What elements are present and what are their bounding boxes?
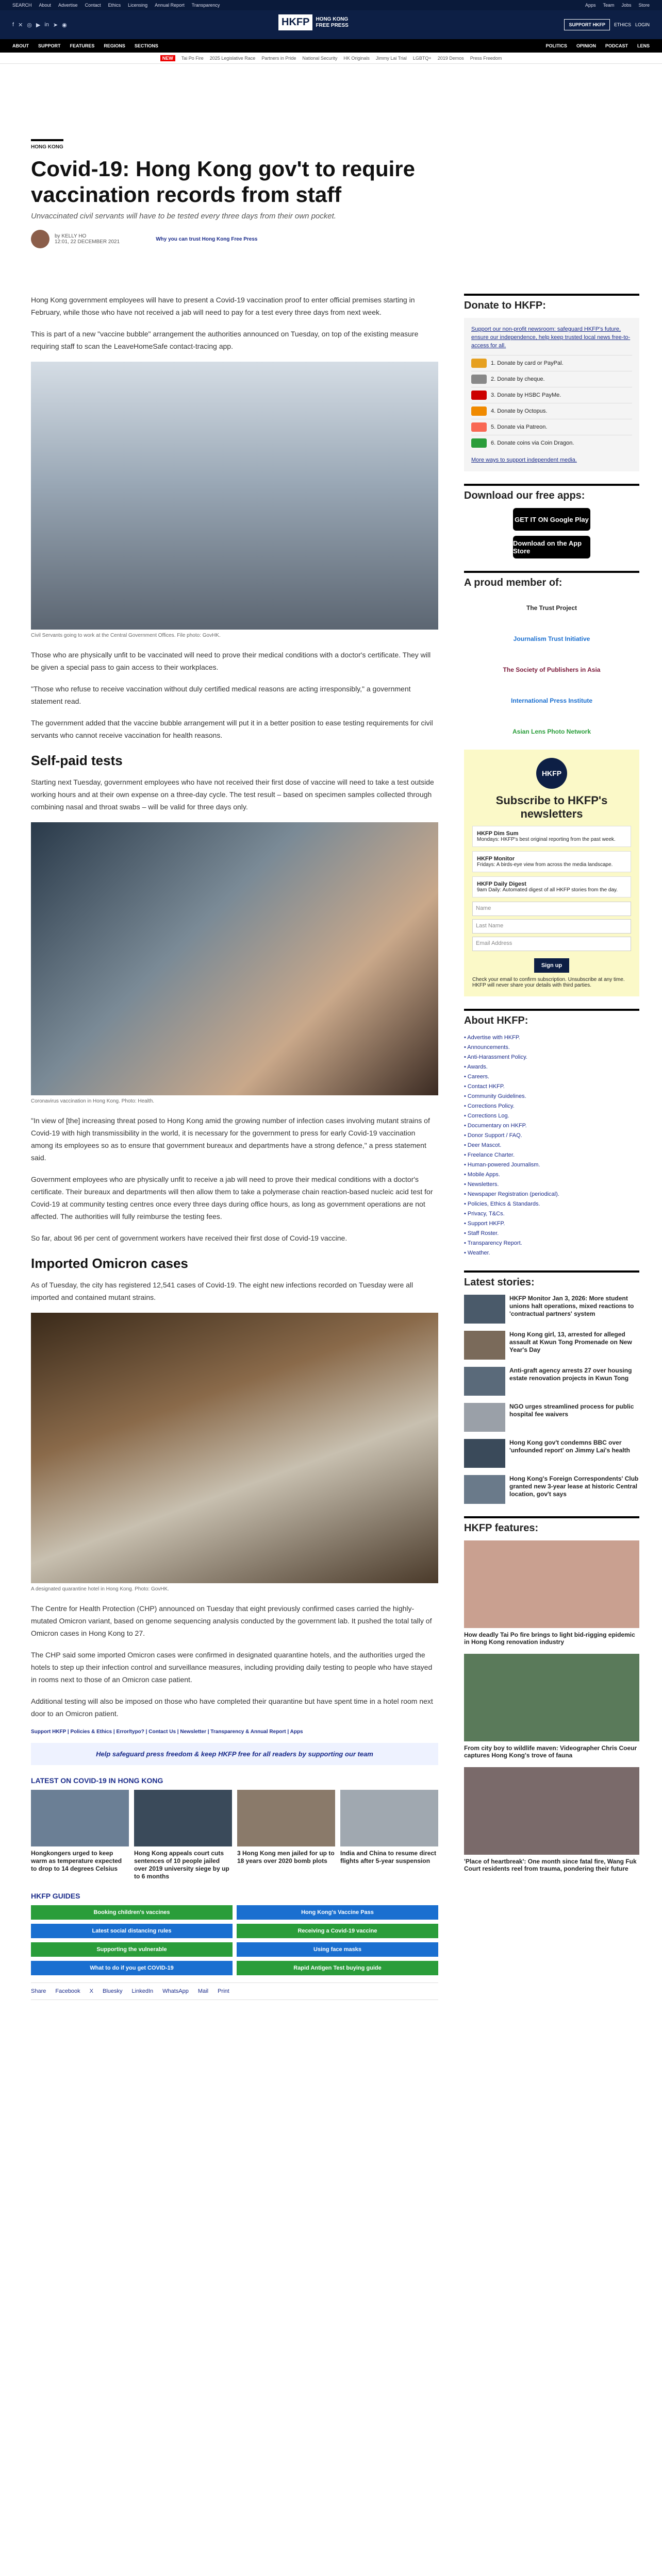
main-nav bbox=[0, 39, 662, 53]
story-thumb bbox=[464, 1331, 505, 1360]
nav-item[interactable]: FEATURES bbox=[70, 43, 95, 48]
article-photo[interactable] bbox=[31, 822, 438, 1095]
about-link[interactable]: • Privacy, T&Cs. bbox=[464, 1211, 505, 1217]
about-link[interactable]: • Staff Roster. bbox=[464, 1230, 499, 1236]
cheque-icon bbox=[471, 375, 487, 384]
features-heading: HKFP features: bbox=[464, 1516, 639, 1534]
about-link[interactable]: • Corrections Policy. bbox=[464, 1103, 515, 1109]
youtube-icon[interactable]: ▶ bbox=[36, 22, 41, 28]
standfirst: Unvaccinated civil servants will have to be tested every three days from their own pocket. bbox=[31, 212, 336, 221]
about-link[interactable]: • Human-powered Journalism. bbox=[464, 1162, 540, 1168]
latest-story[interactable] bbox=[464, 1331, 639, 1360]
share-label: Share bbox=[31, 1988, 46, 1994]
newsletter-box bbox=[464, 750, 639, 996]
signup-button[interactable]: Sign up bbox=[534, 958, 569, 973]
newsletter-heading: Subscribe to HKFP's newsletters bbox=[495, 794, 608, 820]
related-thumb bbox=[134, 1790, 232, 1846]
related-card[interactable]: Hong Kong appeals court cuts sentences of 10 people jailed over 2019 university siege by up to 6 months bbox=[134, 1790, 232, 1880]
article-body bbox=[31, 294, 438, 2007]
about-heading: About HKFP: bbox=[464, 1009, 639, 1027]
about-link[interactable]: • Newsletters. bbox=[464, 1181, 499, 1188]
newsletter-option[interactable]: HKFP Dim Sum Mondays: HKFP's best original reporting from the past week. bbox=[472, 826, 631, 847]
about-link[interactable]: • Contact HKFP. bbox=[464, 1083, 505, 1090]
guide-button[interactable]: What to do if you get COVID-19 bbox=[31, 1961, 233, 1975]
social-icons bbox=[12, 22, 67, 28]
about-link[interactable]: • Weather. bbox=[464, 1250, 490, 1256]
trending-link[interactable]: 2019 Demos bbox=[437, 55, 464, 61]
about-link[interactable]: • Announcements. bbox=[464, 1044, 510, 1050]
guide-button[interactable]: Booking children's vaccines bbox=[31, 1905, 233, 1920]
newsletter-option[interactable]: HKFP Daily Digest 9am Daily: Automated digest of all HKFP stories from the day. bbox=[472, 876, 631, 897]
paragraph: Those who are physically unfit to be vaccinated will need to prove their medical conditions with a doctor's certificate. They will be given a special pass to gain access to their workplaces. bbox=[31, 651, 431, 671]
nav-item[interactable]: SUPPORT bbox=[38, 43, 61, 48]
latest-story[interactable] bbox=[464, 1475, 639, 1504]
story-thumb bbox=[464, 1295, 505, 1324]
member-logo[interactable]: The Society of Publishers in Asia bbox=[503, 666, 601, 673]
trending-link[interactable]: Jimmy Lai Trial bbox=[375, 55, 407, 61]
trending-link[interactable]: 2025 Legislative Race bbox=[209, 55, 256, 61]
guide-button[interactable]: Latest social distancing rules bbox=[31, 1924, 233, 1938]
nav-item[interactable]: PODCAST bbox=[605, 43, 628, 48]
app-store-badge[interactable]: Download on the App Store bbox=[513, 536, 590, 558]
trending-link[interactable]: LGBTQ+ bbox=[412, 55, 432, 61]
byline bbox=[31, 230, 639, 248]
about-link[interactable]: • Advertise with HKFP. bbox=[464, 1035, 520, 1041]
card-icon bbox=[471, 359, 487, 368]
share-print[interactable]: Print bbox=[218, 1988, 229, 1994]
article-title: Covid-19: Hong Kong gov't to require vaccination records from staff bbox=[31, 157, 415, 207]
x-icon[interactable]: ✕ bbox=[18, 22, 23, 28]
feature-image[interactable] bbox=[464, 1654, 639, 1741]
nav-item[interactable]: SECTIONS bbox=[134, 43, 158, 48]
latest-story[interactable] bbox=[464, 1439, 639, 1468]
hkfp-badge: HKFP bbox=[536, 758, 567, 789]
share-linkedin[interactable]: LinkedIn bbox=[131, 1988, 154, 1994]
related-card[interactable]: India and China to resume direct flights after 5-year suspension bbox=[340, 1790, 438, 1880]
more-ways-link[interactable]: More ways to support independent media. bbox=[471, 457, 577, 463]
octopus-icon bbox=[471, 406, 487, 416]
top-link[interactable]: Ethics bbox=[108, 3, 121, 8]
feature-image[interactable] bbox=[464, 1540, 639, 1628]
nav-item[interactable]: LENS bbox=[637, 43, 650, 48]
top-link[interactable]: Apps bbox=[585, 3, 596, 8]
payment-option[interactable]: 6. Donate coins via Coin Dragon. bbox=[471, 435, 632, 451]
name-field[interactable]: Name bbox=[472, 902, 631, 916]
related-thumb bbox=[237, 1790, 335, 1846]
about-link[interactable]: • Freelance Charter. bbox=[464, 1152, 515, 1158]
about-link[interactable]: • Donor Support / FAQ. bbox=[464, 1132, 522, 1139]
trending-link[interactable]: Press Freedom bbox=[470, 55, 502, 61]
guide-button[interactable]: Supporting the vulnerable bbox=[31, 1942, 233, 1957]
top-link[interactable]: Contact bbox=[85, 3, 101, 8]
top-link[interactable]: Team bbox=[603, 3, 615, 8]
member-logo[interactable]: The Trust Project bbox=[526, 604, 577, 612]
paragraph: Hong Kong government employees will have to present a Covid-19 vaccination proof to enter official premises starting in February, while those who have not received a jab will need to pay for a test every three days from next week. bbox=[31, 296, 415, 316]
paragraph: Starting next Tuesday, government employees who have not received their first dose of vaccine will need to take a test outside working hours and at their own expense on a three-day cycle. The test result – based on specimen samples collected through combining nasal and throat swabs – will be valid for three days only. bbox=[31, 778, 434, 811]
latest-covid-heading: LATEST ON COVID-19 IN HONG KONG bbox=[31, 1776, 163, 1785]
apps-heading: Download our free apps: bbox=[464, 484, 639, 502]
latest-story[interactable] bbox=[464, 1295, 639, 1324]
story-title: NGO urges streamlined process for public hospital fee waivers bbox=[509, 1403, 634, 1418]
story-title: Hong Kong gov't condemns BBC over 'unfounded report' on Jimmy Lai's health bbox=[509, 1439, 630, 1454]
donate-box bbox=[464, 318, 639, 471]
about-link[interactable]: • Transparency Report. bbox=[464, 1240, 522, 1246]
newsletter-option[interactable]: HKFP Monitor Fridays: A birds-eye view from across the media landscape. bbox=[472, 851, 631, 872]
ethics-link[interactable]: ETHICS bbox=[614, 22, 631, 27]
related-card[interactable]: Hongkongers urged to keep warm as temperature expected to drop to 14 degrees Celsius bbox=[31, 1790, 129, 1880]
feature-title[interactable]: How deadly Tai Po fire brings to light bid-rigging epidemic in Hong Kong renovation industry bbox=[464, 1631, 635, 1646]
top-utility-bar bbox=[0, 0, 662, 10]
about-list bbox=[464, 1033, 639, 1258]
about-link[interactable]: • Awards. bbox=[464, 1064, 488, 1070]
google-play-badge[interactable]: GET IT ON Google Play bbox=[513, 508, 590, 531]
trending-bar bbox=[0, 53, 662, 64]
paragraph: Additional testing will also be imposed on those who have completed their quarantine but have spent time in a hotel room next door to an Omicron patient. bbox=[31, 1697, 433, 1718]
section-heading: Imported Omicron cases bbox=[31, 1256, 188, 1271]
guides-heading: HKFP GUIDES bbox=[31, 1892, 80, 1900]
article-photo[interactable] bbox=[31, 1313, 438, 1583]
feature-image[interactable] bbox=[464, 1767, 639, 1855]
member-logo[interactable]: International Press Institute bbox=[510, 697, 593, 704]
photo-caption: A designated quarantine hotel in Hong Kong. Photo: GovHK. bbox=[31, 1586, 169, 1592]
trending-link[interactable]: National Security bbox=[302, 55, 338, 61]
author-avatar bbox=[31, 230, 49, 248]
paragraph: So far, about 96 per cent of government workers have received their first dose of Covid-19 vaccine. bbox=[31, 1234, 347, 1242]
support-banner[interactable]: Help safeguard press freedom & keep HKFP free for all readers by supporting our team bbox=[31, 1743, 438, 1765]
category-kicker[interactable]: HONG KONG bbox=[31, 139, 63, 150]
payment-list bbox=[471, 355, 632, 451]
hkfp-logo[interactable]: HKFP HONG KONG FREE PRESS bbox=[278, 14, 349, 30]
share-mail[interactable]: Mail bbox=[197, 1988, 209, 1994]
guide-button[interactable]: Using face masks bbox=[237, 1942, 438, 1957]
email-field[interactable]: Email Address bbox=[472, 937, 631, 951]
story-thumb bbox=[464, 1439, 505, 1468]
payment-option[interactable]: 5. Donate via Patreon. bbox=[471, 419, 632, 435]
story-thumb bbox=[464, 1403, 505, 1432]
top-link[interactable]: Advertise bbox=[58, 3, 78, 8]
nav-item[interactable]: ABOUT bbox=[12, 43, 29, 48]
about-link[interactable]: • Deer Mascot. bbox=[464, 1142, 502, 1148]
about-link[interactable]: • Mobile Apps. bbox=[464, 1172, 500, 1178]
section-heading: Self-paid tests bbox=[31, 753, 123, 768]
top-link[interactable]: Transparency bbox=[191, 3, 220, 8]
photo-caption: Civil Servants going to work at the Central Government Offices. File photo: GovHK. bbox=[31, 633, 221, 638]
publish-date: 12:01, 22 DECEMBER 2021 bbox=[55, 239, 120, 245]
member-logo[interactable]: Journalism Trust Initiative bbox=[513, 635, 590, 642]
trending-link[interactable]: Partners in Pride bbox=[261, 55, 296, 61]
feature-title[interactable]: 'Place of heartbreak': One month since fatal fire, Wang Fuk Court residents reel from trauma, pondering their future bbox=[464, 1858, 637, 1872]
paragraph: This is part of a new "vaccine bubble" arrangement the authorities announced on Tuesday, on top of the existing measure requiring staff to scan the LeaveHomeSafe contact-tracing app. bbox=[31, 330, 419, 350]
donate-text[interactable]: Support our non-profit newsroom: safeguard HKFP's future, ensure our independence, help keep trusted local news free-to-access for all. bbox=[471, 326, 631, 349]
nav-item[interactable]: OPINION bbox=[576, 43, 596, 48]
about-link[interactable]: • Careers. bbox=[464, 1074, 490, 1080]
about-link[interactable]: • Corrections Log. bbox=[464, 1113, 509, 1119]
instagram-icon[interactable]: ◎ bbox=[27, 22, 32, 28]
trending-link[interactable]: HK Originals bbox=[343, 55, 370, 61]
latest-stories bbox=[464, 1295, 639, 1504]
related-card[interactable]: 3 Hong Kong men jailed for up to 18 years over 2020 bomb plots bbox=[237, 1790, 335, 1880]
paragraph: The CHP said some imported Omicron cases were confirmed in designated quarantine hotels, and the authorities urged the hotels to step up their infection control and surveillance measures, including providing daily testing to people who have stayed in rooms next to those of an Omicron case patient. bbox=[31, 1651, 433, 1684]
trust-link[interactable]: Why you can trust Hong Kong Free Press bbox=[156, 236, 258, 242]
paragraph: The government added that the vaccine bubble arrangement will put it in a better position to ease testing requirements for civil servants who cannot receive vaccination for health reasons. bbox=[31, 719, 433, 739]
story-thumb bbox=[464, 1367, 505, 1396]
article-footer-links[interactable]: Support HKFP | Policies & Ethics | Error/typo? | Contact Us | Newsletter | Transparency & Annual Report | Apps bbox=[31, 1729, 303, 1735]
coin-dragon-icon bbox=[471, 438, 487, 448]
about-link[interactable]: • Policies, Ethics & Standards. bbox=[464, 1201, 540, 1207]
sidebar bbox=[464, 294, 639, 1880]
search-link[interactable]: SEARCH bbox=[12, 3, 32, 8]
article-wrapper bbox=[31, 139, 639, 1994]
facebook-icon[interactable]: f bbox=[12, 21, 14, 28]
guide-button[interactable]: Hong Kong's Vaccine Pass bbox=[237, 1905, 438, 1920]
donate-heading: Donate to HKFP: bbox=[464, 294, 639, 312]
story-title: HKFP Monitor Jan 3, 2026: More student unions halt operations, mixed reactions to 'contractual partners' system bbox=[509, 1295, 634, 1317]
login-link[interactable]: LOGIN bbox=[635, 22, 650, 27]
story-title: Hong Kong girl, 13, arrested for alleged assault at Kwun Tong Promenade on New Year's Day bbox=[509, 1331, 632, 1353]
top-link[interactable]: Store bbox=[638, 3, 650, 8]
paragraph: Government employees who are physically unfit to receive a jab will need to prove their medical conditions with a doctor's certificate. Their bureaux and departments will then allow them to take a polymerase chain reaction-based nucleic acid test for Covid-19 at community testing centres once every three days during office hours, as long as government operations are not affected. The authorities will fully reimburse the testing fees. bbox=[31, 1175, 433, 1221]
top-link[interactable]: About bbox=[39, 3, 52, 8]
member-logo[interactable]: Asian Lens Photo Network bbox=[512, 728, 591, 735]
telegram-icon[interactable]: ➤ bbox=[53, 22, 58, 28]
share-facebook[interactable]: Facebook bbox=[55, 1988, 80, 1994]
top-link[interactable]: Annual Report bbox=[155, 3, 185, 8]
rss-icon[interactable]: ◉ bbox=[62, 22, 67, 28]
paragraph: "In view of [the] increasing threat posed to Hong Kong amid the growing number of infection cases involving mutant strains of Covid-19 with high transmissibility in the world, it is necessary for the government to press for early Covid-19 vaccination among its employees so as to ensure that government bureaux and departments have a strong defence," a press statement said. bbox=[31, 1116, 430, 1162]
linkedin-icon[interactable]: in bbox=[44, 21, 49, 28]
about-link[interactable]: • Support HKFP. bbox=[464, 1221, 505, 1227]
latest-story[interactable] bbox=[464, 1367, 639, 1396]
author-name[interactable]: by KELLY HO bbox=[55, 233, 87, 239]
feature-title[interactable]: From city boy to wildlife maven: Videographer Chris Coeur captures Hong Kong's trove of fauna bbox=[464, 1744, 637, 1759]
guide-button[interactable]: Rapid Antigen Test buying guide bbox=[237, 1961, 438, 1975]
support-hkfp-button[interactable]: SUPPORT HKFP bbox=[564, 19, 610, 30]
latest-covid-grid bbox=[31, 1790, 438, 1880]
site-header bbox=[0, 10, 662, 39]
about-link[interactable]: • Anti-Harassment Policy. bbox=[464, 1054, 527, 1060]
newsletter-note: Check your email to confirm subscription. Unsubscribe at any time. HKFP will never share your details with third parties. bbox=[472, 977, 625, 988]
related-thumb bbox=[340, 1790, 438, 1846]
paragraph: As of Tuesday, the city has registered 12,541 cases of Covid-19. The eight new infections recorded on Tuesday were all imported and contained mutant strains. bbox=[31, 1281, 413, 1301]
story-title: Hong Kong's Foreign Correspondents' Club granted new 3-year lease at historic Central location, gov't says bbox=[509, 1475, 639, 1498]
guides-grid bbox=[31, 1905, 438, 1975]
latest-story[interactable] bbox=[464, 1403, 639, 1432]
payment-option[interactable]: 3. Donate by HSBC PayMe. bbox=[471, 387, 632, 403]
share-bar bbox=[31, 1982, 438, 2000]
payme-icon bbox=[471, 391, 487, 400]
last-name-field[interactable]: Last Name bbox=[472, 919, 631, 934]
paragraph: "Those who refuse to receive vaccination without duly certified medical reasons are acting irresponsibly," a government statement read. bbox=[31, 685, 411, 705]
latest-stories-heading: Latest stories: bbox=[464, 1270, 639, 1289]
top-link[interactable]: Jobs bbox=[621, 3, 632, 8]
patreon-icon bbox=[471, 422, 487, 432]
about-link[interactable]: • Newspaper Registration (periodical). bbox=[464, 1191, 559, 1197]
share-bluesky[interactable]: Bluesky bbox=[103, 1988, 123, 1994]
about-link[interactable]: • Community Guidelines. bbox=[464, 1093, 526, 1099]
story-title: Anti-graft agency arrests 27 over housing estate renovation projects in Kwun Tong bbox=[509, 1367, 632, 1382]
features-list bbox=[464, 1540, 639, 1872]
related-thumb bbox=[31, 1790, 129, 1846]
member-heading: A proud member of: bbox=[464, 571, 639, 589]
article-photo[interactable] bbox=[31, 362, 438, 630]
new-badge: NEW bbox=[160, 55, 175, 61]
payment-option[interactable]: 4. Donate by Octopus. bbox=[471, 403, 632, 419]
story-thumb bbox=[464, 1475, 505, 1504]
nav-item[interactable]: REGIONS bbox=[104, 43, 125, 48]
guide-button[interactable]: Receiving a Covid-19 vaccine bbox=[237, 1924, 438, 1938]
nav-item[interactable]: POLITICS bbox=[545, 43, 567, 48]
payment-option[interactable]: 1. Donate by card or PayPal. bbox=[471, 355, 632, 371]
share-x[interactable]: X bbox=[89, 1988, 94, 1994]
paragraph: The Centre for Health Protection (CHP) announced on Tuesday that eight previously confirmed cases carried the highly-mutated Omicron variant, based on genome sequencing analysis conducted by the government lab. It pushed the total tally of Omicron cases in Hong Kong to 27. bbox=[31, 1604, 432, 1637]
photo-caption: Coronavirus vaccination in Hong Kong. Photo: Health. bbox=[31, 1098, 155, 1104]
top-link[interactable]: Licensing bbox=[128, 3, 148, 8]
about-link[interactable]: • Documentary on HKFP. bbox=[464, 1123, 527, 1129]
share-whatsapp[interactable]: WhatsApp bbox=[162, 1988, 189, 1994]
payment-option[interactable]: 2. Donate by cheque. bbox=[471, 371, 632, 387]
trending-link[interactable]: Tai Po Fire bbox=[181, 55, 204, 61]
